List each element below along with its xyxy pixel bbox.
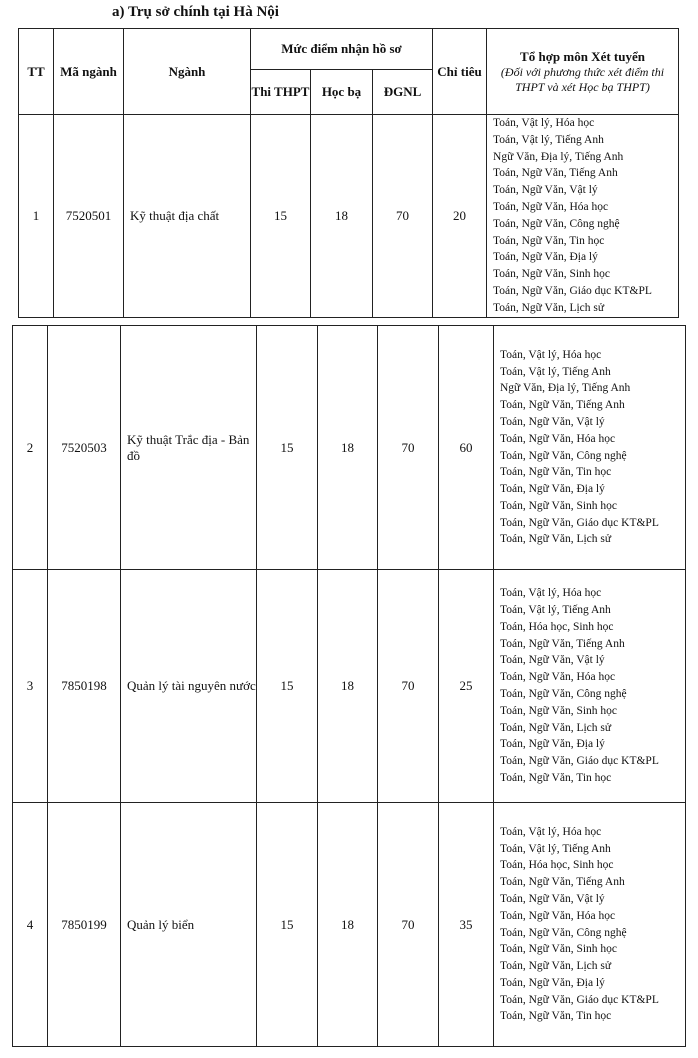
combo-item: Toán, Ngữ Văn, Giáo dục KT&PL — [500, 755, 659, 768]
combo-item: Toán, Vật lý, Hóa học — [500, 587, 602, 600]
cell-hoc-ba: 18 — [318, 326, 378, 570]
combo-item: Toán, Vật lý, Tiếng Anh — [500, 842, 611, 855]
combo-item: Toán, Ngữ Văn, Tin học — [500, 466, 612, 479]
header-chi-tieu: Chỉ tiêu — [433, 29, 487, 115]
combo-item: Toán, Ngữ Văn, Sinh học — [500, 704, 618, 717]
header-to-hop-label: Tổ hợp môn Xét tuyển — [520, 48, 645, 64]
combo-item: Toán, Ngữ Văn, Sinh học — [493, 268, 611, 281]
cell-tt: 3 — [13, 570, 48, 803]
cell-ma-nganh: 7850199 — [48, 803, 121, 1047]
cell-tt: 1 — [19, 115, 54, 318]
cell-ma-nganh: 7520503 — [48, 326, 121, 570]
combo-item: Toán, Ngữ Văn, Địa lý — [493, 251, 598, 264]
combo-item: Toán, Ngữ Văn, Giáo dục KT&PL — [500, 516, 659, 529]
combo-item: Toán, Ngữ Văn, Vật lý — [500, 892, 605, 905]
section-title: a) Trụ sở chính tại Hà Nội — [112, 4, 279, 20]
cell-tt: 4 — [13, 803, 48, 1047]
cell-chi-tieu: 20 — [433, 115, 487, 318]
combo-item: Toán, Vật lý, Hóa học — [493, 117, 595, 129]
combo-item: Toán, Ngữ Văn, Giáo dục KT&PL — [493, 284, 652, 297]
cell-dgnl: 70 — [378, 326, 439, 570]
cell-thi-thpt: 15 — [257, 570, 318, 803]
cell-ma-nganh: 7850198 — [48, 570, 121, 803]
cell-chi-tieu: 35 — [439, 803, 494, 1047]
combo-item: Toán, Ngữ Văn, Công nghệ — [500, 688, 627, 700]
combo-item: Toán, Ngữ Văn, Công nghệ — [493, 217, 620, 230]
admission-table-bottom — [12, 325, 686, 1047]
cell-hoc-ba: 18 — [318, 803, 378, 1047]
cell-thi-thpt: 15 — [257, 326, 318, 570]
combo-item: Toán, Ngữ Văn, Lịch sử — [500, 533, 612, 546]
combo-item: Toán, Ngữ Văn, Tiếng Anh — [500, 637, 625, 650]
combo-item: Toán, Ngữ Văn, Vật lý — [493, 184, 598, 197]
combo-item: Toán, Vật lý, Hóa học — [500, 348, 602, 361]
combo-item: Toán, Ngữ Văn, Hóa học — [500, 671, 616, 684]
combo-item: Toán, Vật lý, Tiếng Anh — [493, 133, 604, 146]
cell-ma-nganh: 7520501 — [54, 115, 124, 318]
cell-chi-tieu: 25 — [439, 570, 494, 803]
combo-item: Toán, Ngữ Văn, Công nghệ — [500, 926, 627, 939]
header-ma-nganh: Mã ngành — [54, 29, 124, 115]
cell-nganh: Quản lý tài nguyên nước — [121, 570, 257, 803]
combo-item: Toán, Ngữ Văn, Vật lý — [500, 415, 605, 428]
cell-nganh: Kỹ thuật địa chất — [124, 115, 251, 318]
combo-item: Toán, Ngữ Văn, Tin học — [493, 234, 605, 247]
combo-item: Toán, Ngữ Văn, Địa lý — [500, 483, 605, 496]
cell-dgnl: 70 — [378, 803, 439, 1047]
cell-tt: 2 — [13, 326, 48, 570]
combo-item: Toán, Ngữ Văn, Lịch sử — [500, 721, 612, 734]
header-to-hop-note: (Đối với phương thức xét điểm thi THPT và xét Học bạ THPT) — [500, 64, 665, 94]
header-dgnl: ĐGNL — [373, 70, 433, 115]
cell-thi-thpt: 15 — [251, 115, 311, 318]
table-row — [19, 115, 679, 318]
combo-item: Toán, Ngữ Văn, Tiếng Anh — [500, 399, 625, 412]
cell-nganh: Quản lý biển — [121, 803, 257, 1047]
combo-item: Toán, Ngữ Văn, Hóa học — [493, 200, 609, 213]
combo-item: Toán, Vật lý, Tiếng Anh — [500, 365, 611, 378]
combo-item: Ngữ Văn, Địa lý, Tiếng Anh — [500, 382, 631, 395]
combo-item: Toán, Ngữ Văn, Tin học — [500, 771, 612, 784]
header-tt: TT — [19, 29, 54, 115]
header-to-hop — [487, 29, 679, 115]
cell-thi-thpt: 15 — [257, 803, 318, 1047]
combo-item: Toán, Ngữ Văn, Tiếng Anh — [500, 876, 625, 889]
combo-item: Toán, Ngữ Văn, Tiếng Anh — [493, 167, 618, 180]
combo-item: Toán, Ngữ Văn, Tin học — [500, 1010, 612, 1023]
cell-to-hop — [487, 115, 679, 318]
combo-item: Ngữ Văn, Địa lý, Tiếng Anh — [493, 150, 624, 163]
header-muc-diem: Mức điểm nhận hồ sơ — [251, 29, 433, 70]
combo-item: Toán, Hóa học, Sinh học — [500, 859, 614, 872]
cell-hoc-ba: 18 — [318, 570, 378, 803]
cell-dgnl: 70 — [378, 570, 439, 803]
cell-hoc-ba: 18 — [311, 115, 373, 318]
cell-dgnl: 70 — [373, 115, 433, 318]
table-row — [13, 326, 686, 570]
combo-item: Toán, Ngữ Văn, Công nghệ — [500, 449, 627, 462]
combo-item: Toán, Vật lý, Hóa học — [500, 825, 602, 838]
cell-nganh: Kỹ thuật Trắc địa - Bản đồ — [121, 326, 257, 570]
combo-item: Toán, Vật lý, Tiếng Anh — [500, 604, 611, 617]
header-thi-thpt: Thi THPT — [251, 70, 311, 115]
combo-item: Toán, Ngữ Văn, Hóa học — [500, 909, 616, 922]
table-row — [13, 570, 686, 803]
cell-to-hop — [494, 570, 686, 803]
combo-item: Toán, Ngữ Văn, Sinh học — [500, 943, 618, 956]
header-nganh: Ngành — [124, 29, 251, 115]
table-row — [13, 803, 686, 1047]
combo-item: Toán, Ngữ Văn, Địa lý — [500, 738, 605, 751]
combo-item: Toán, Ngữ Văn, Hóa học — [500, 432, 616, 445]
combo-item: Toán, Ngữ Văn, Lịch sử — [500, 960, 612, 973]
combo-item: Toán, Ngữ Văn, Sinh học — [500, 499, 618, 512]
cell-to-hop — [494, 803, 686, 1047]
combo-item: Toán, Ngữ Văn, Giáo dục KT&PL — [500, 993, 659, 1006]
cell-chi-tieu: 60 — [439, 326, 494, 570]
cell-to-hop — [494, 326, 686, 570]
combo-item: Toán, Hóa học, Sinh học — [500, 620, 614, 633]
admission-table-top — [18, 28, 679, 318]
combo-item: Toán, Ngữ Văn, Lịch sử — [493, 301, 605, 314]
combo-item: Toán, Ngữ Văn, Vật lý — [500, 654, 605, 667]
combo-item: Toán, Ngữ Văn, Địa lý — [500, 976, 605, 989]
header-hoc-ba: Học bạ — [311, 70, 373, 115]
